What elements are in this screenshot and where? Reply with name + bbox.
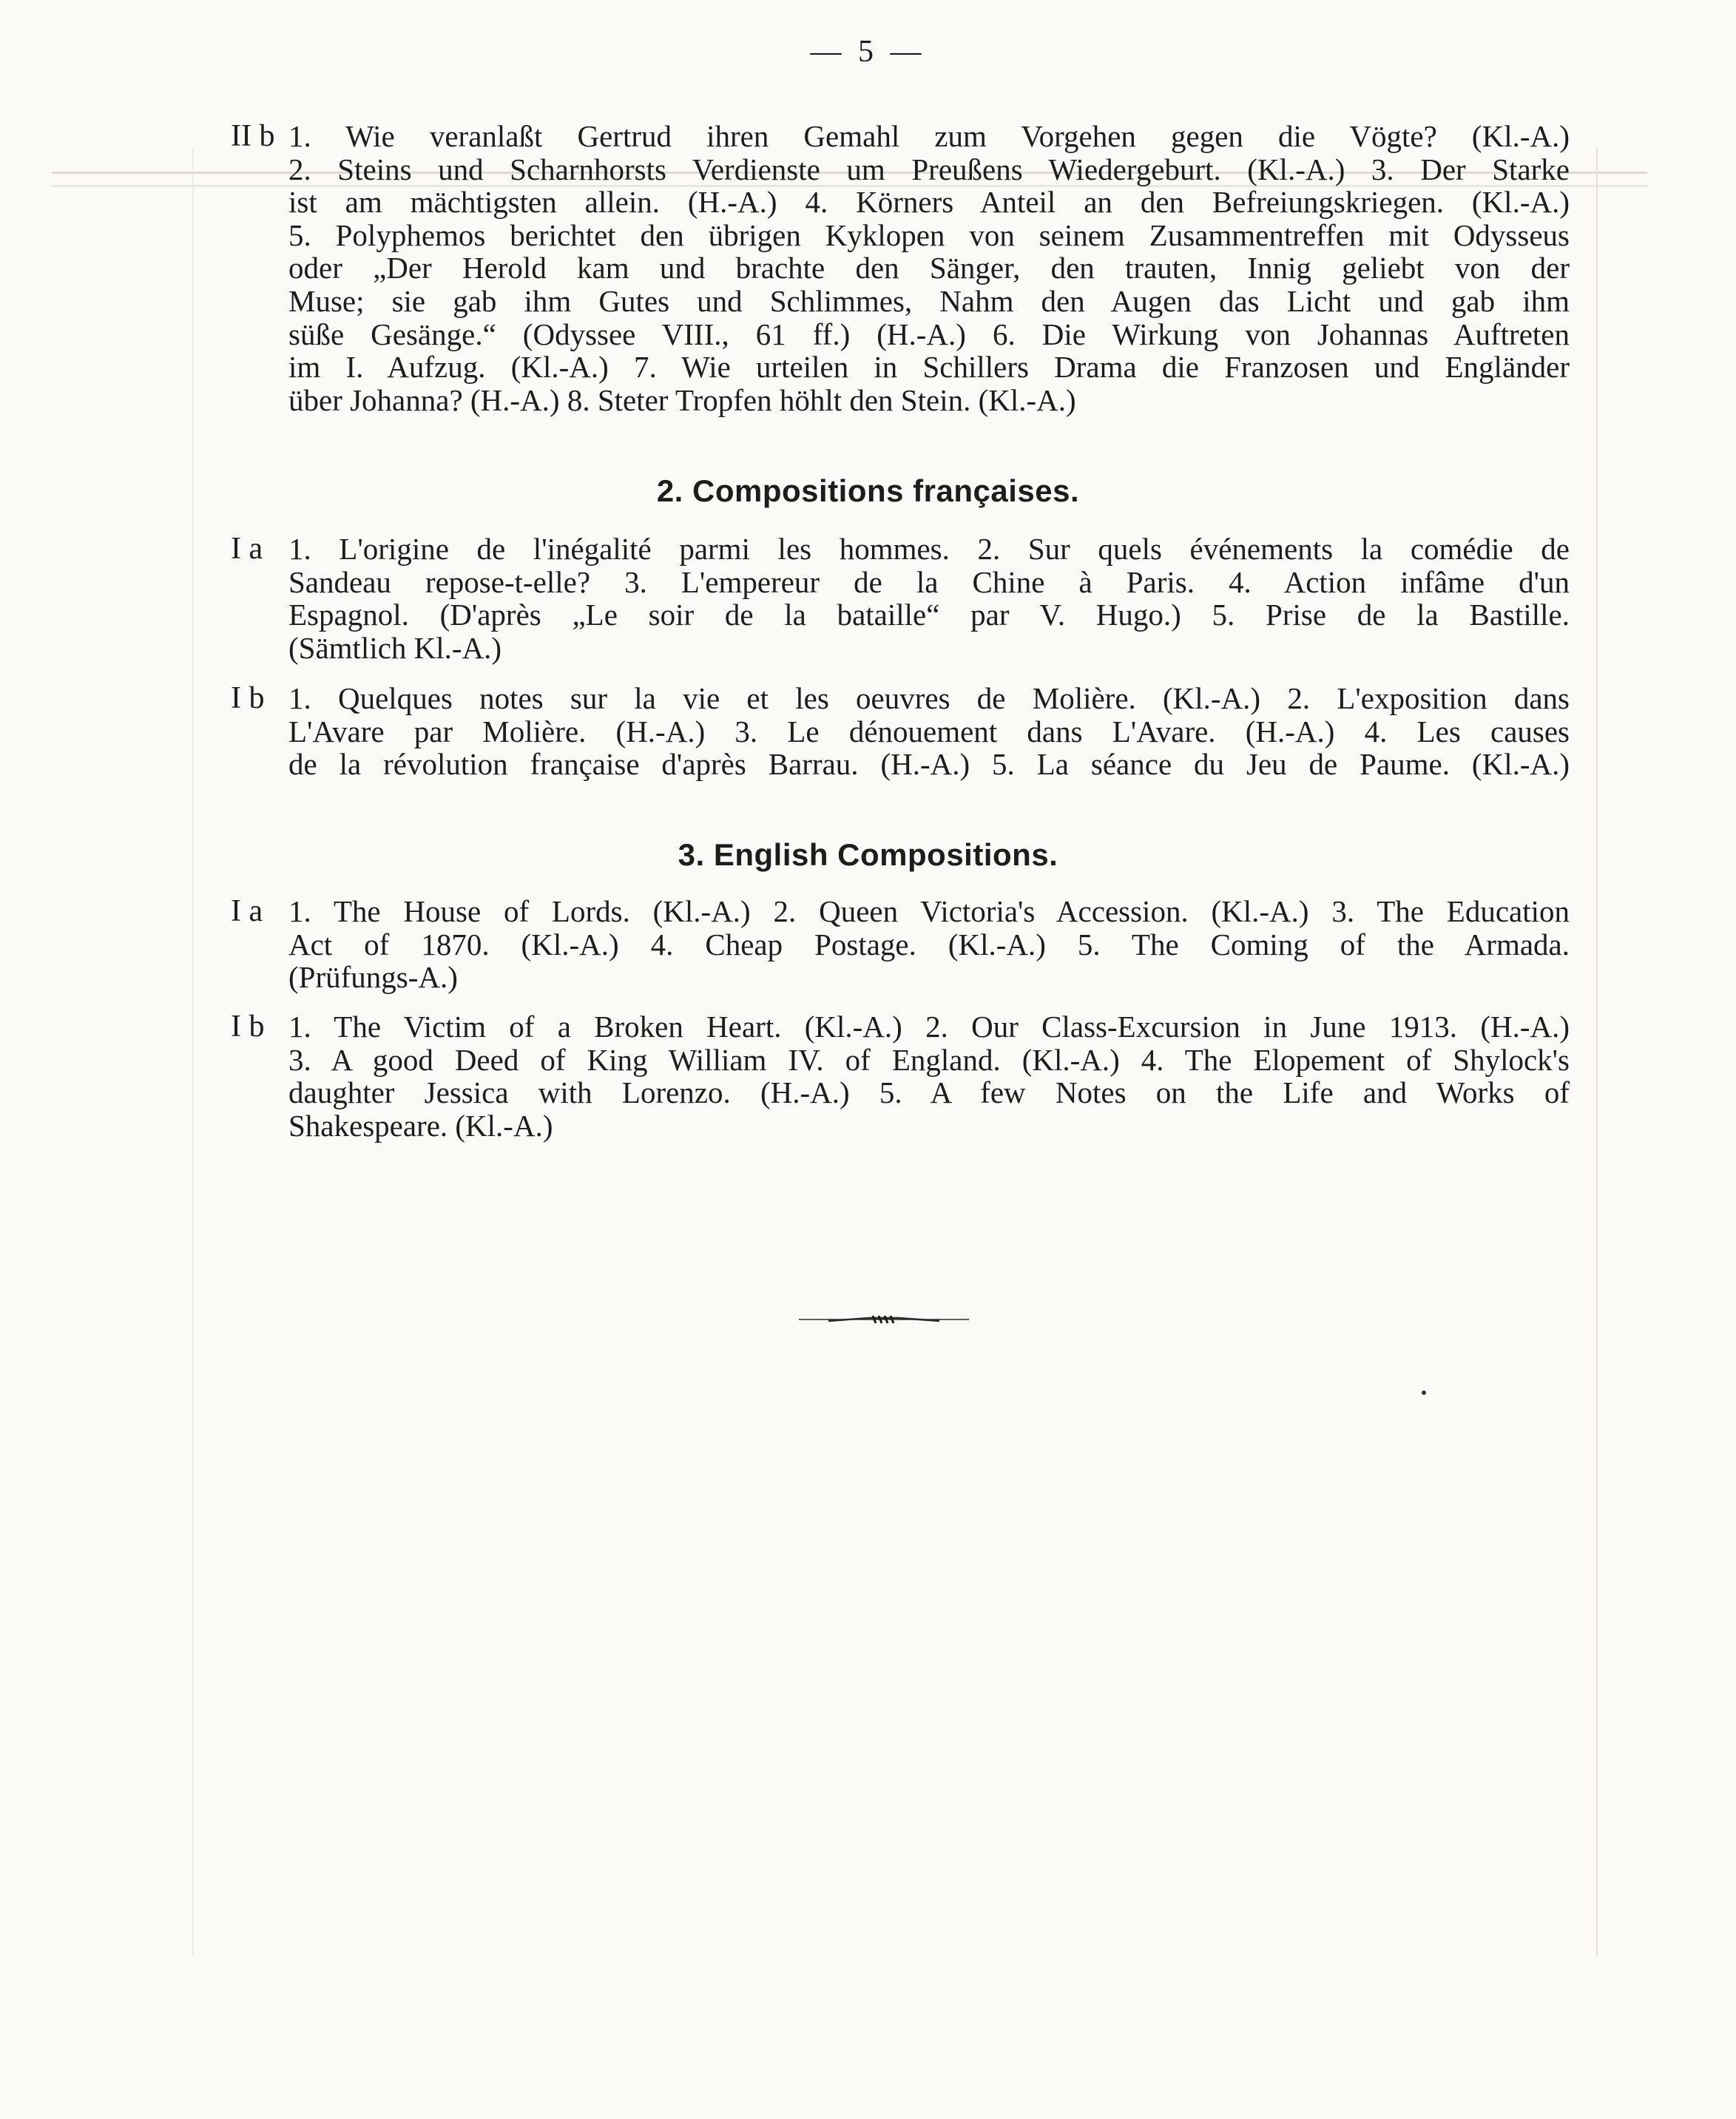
text-line: im I. Aufzug. (Kl.-A.) 7. Wie urteilen in Schillers Drama die Franzosen und Engländer <box>288 350 1570 385</box>
text-line: (Prüfungs-A.) <box>288 960 458 995</box>
text-line: über Johanna? (H.-A.) 8. Steter Tropfen höhlt den Stein. (Kl.-A.) <box>288 382 1076 417</box>
ornament-divider-icon <box>799 1312 969 1327</box>
text-line: 1. The Victim of a Broken Heart. (Kl.-A.) 2. Our Class-Excursion in June 1913. (H.-A.) <box>288 1010 1570 1044</box>
text-line: de la révolution française d'après Barrau. (H.-A.) 5. La séance du Jeu de Paume. (Kl.-A.) <box>288 747 1570 782</box>
text-line: L'Avare par Molière. (H.-A.) 3. Le dénouement dans L'Avare. (H.-A.) 4. Les causes <box>288 714 1570 748</box>
section-heading-english: 3. English Compositions. <box>678 837 1058 872</box>
text-line: 3. A good Deed of King William IV. of England. (Kl.-A.) 4. The Elopement of Shylock's <box>288 1042 1570 1077</box>
essay-topics <box>288 1010 1570 1142</box>
bleed-through-column-line <box>192 148 194 1956</box>
text-line: 5. Polyphemos berichtet den übrigen Kyklopen von seinem Zusammentreffen mit Odysseus <box>288 217 1570 252</box>
text-line: 2. Steins und Scharnhorsts Verdienste um Preußens Wiedergeburt. (Kl.-A.) 3. Der Starke <box>288 152 1570 186</box>
text-line: Act of 1870. (Kl.-A.) 4. Cheap Postage. (Kl.-A.) 5. The Coming of the Armada. <box>288 927 1570 962</box>
text-line: 1. L'origine de l'inégalité parmi les hommes. 2. Sur quels événements la comédie de <box>288 532 1570 566</box>
text-line: 1. Wie veranlaßt Gertrud ihren Gemahl zum Vorgehen gegen die Vögte? (Kl.-A.) <box>288 119 1570 153</box>
text-line: oder „Der Herold kam und brachte den Sänger, den trauten, Innig geliebt von der <box>288 251 1570 285</box>
text-line: ist am mächtigsten allein. (H.-A.) 4. Körners Anteil an den Befreiungskriegen. (Kl.-A.) <box>288 185 1570 220</box>
essay-topics <box>288 682 1570 781</box>
class-label: I b <box>231 681 265 715</box>
text-line: Muse; sie gab ihm Gutes und Schlimmes, Nahm den Augen das Licht und gab ihm <box>288 283 1570 318</box>
class-label: I a <box>231 894 263 928</box>
text-line: 1. The House of Lords. (Kl.-A.) 2. Queen Victoria's Accession. (Kl.-A.) 3. The Education <box>288 894 1570 928</box>
essay-topics <box>288 533 1570 664</box>
page-number: — 5 — <box>810 35 926 69</box>
ink-speck <box>1422 1390 1426 1395</box>
section-heading-french: 2. Compositions françaises. <box>656 473 1080 508</box>
class-label: I b <box>231 1010 265 1044</box>
text-line: (Sämtlich Kl.-A.) <box>288 630 502 665</box>
essay-topics <box>288 120 1570 416</box>
essay-topics <box>288 895 1570 994</box>
text-line: Espagnol. (D'après „Le soir de la bataille“ par V. Hugo.) 5. Prise de la Bastille. <box>288 598 1570 632</box>
text-line: Sandeau repose-t-elle? 3. L'empereur de la Chine à Paris. 4. Action infâme d'un <box>288 564 1570 599</box>
class-label: I a <box>231 532 263 566</box>
text-line: Shakespeare. (Kl.-A.) <box>288 1108 553 1143</box>
class-label: II b <box>231 119 275 153</box>
text-line: süße Gesänge.“ (Odyssee VIII., 61 ff.) (H.-A.) 6. Die Wirkung von Johannas Auftreten <box>288 317 1570 351</box>
text-line: daughter Jessica with Lorenzo. (H.-A.) 5. A few Notes on the Life and Works of <box>288 1075 1570 1110</box>
bleed-through-column-line <box>1596 148 1598 1956</box>
text-line: 1. Quelques notes sur la vie et les oeuvres de Molière. (Kl.-A.) 2. L'exposition dans <box>288 681 1570 715</box>
